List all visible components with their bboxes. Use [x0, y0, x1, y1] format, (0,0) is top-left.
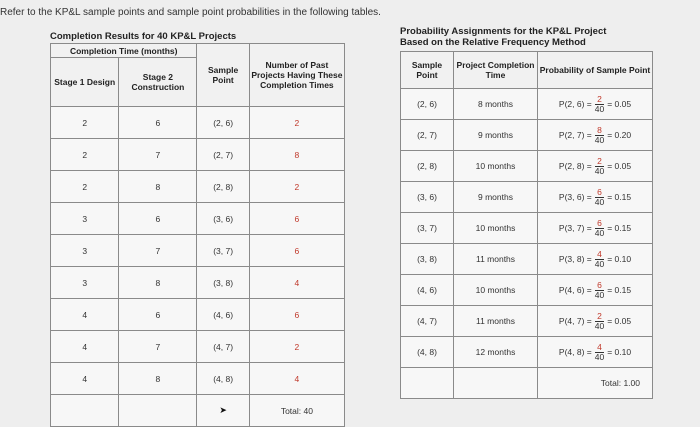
fraction — [595, 157, 604, 176]
table-row — [401, 89, 653, 120]
fraction-denominator: 40 — [594, 103, 605, 114]
stage1-cell: 2 — [51, 171, 119, 203]
fraction — [595, 188, 604, 207]
stage1-cell: 2 — [51, 107, 119, 139]
completion-time-cell: 11 months — [454, 306, 538, 337]
left-total: Total: 40 — [249, 395, 344, 427]
sample-point-cell: (4, 7) — [197, 331, 249, 363]
probability-cell — [538, 120, 653, 151]
sample-point-cell: (3, 7) — [401, 213, 454, 244]
completion-time-cell: 9 months — [454, 182, 538, 213]
stage2-cell: 7 — [119, 331, 197, 363]
sample-point-cell: (4, 6) — [401, 275, 454, 306]
stage2-cell: 6 — [119, 299, 197, 331]
completion-results-table — [50, 43, 345, 427]
completion-time-cell: 12 months — [454, 337, 538, 368]
past-projects-cell: 6 — [249, 299, 344, 331]
sample-point-cell: (3, 8) — [197, 267, 249, 299]
fraction — [595, 281, 604, 300]
probability-cell — [538, 337, 653, 368]
blank-cell — [51, 395, 119, 427]
table-row — [51, 235, 345, 267]
table-row — [401, 275, 653, 306]
probability-label: P(4, 8) = — [558, 346, 592, 357]
table-row — [51, 107, 345, 139]
sample-point-cell: (3, 8) — [401, 244, 454, 275]
right-caption-line1: Probability Assignments for the KP&L Project — [400, 26, 607, 37]
completion-time-cell: 11 months — [454, 244, 538, 275]
mouse-cursor-icon: ➤ — [219, 405, 227, 415]
probability-assignments-table — [400, 51, 653, 399]
completion-time-cell: 8 months — [454, 89, 538, 120]
intro-text: Refer to the KP&L sample points and sample point probabilities in the following tables. — [0, 7, 381, 18]
completion-time-cell: 10 months — [454, 275, 538, 306]
sample-point-cell: (2, 7) — [401, 120, 454, 151]
table-row — [401, 244, 653, 275]
probability-value: = 0.15 — [607, 191, 632, 202]
stage2-cell: 8 — [119, 267, 197, 299]
probability-value: = 0.15 — [607, 284, 632, 295]
fraction-denominator: 40 — [594, 134, 605, 145]
table-row — [51, 331, 345, 363]
probability-label: P(2, 8) = — [558, 160, 592, 171]
left-table-caption: Completion Results for 40 KP&L Projects — [50, 31, 237, 42]
probability-label: P(2, 7) = — [558, 129, 592, 140]
probability-label: P(3, 6) = — [558, 191, 592, 202]
header-sample-point: Sample Point — [401, 52, 454, 89]
sample-point-cell: (2, 6) — [401, 89, 454, 120]
table-row — [401, 182, 653, 213]
fraction-numerator: 8 — [597, 124, 602, 135]
header-completion-time: Project Completion Time — [454, 52, 538, 89]
completion-time-cell: 9 months — [454, 120, 538, 151]
fraction-numerator: 6 — [597, 279, 602, 290]
past-projects-cell: 6 — [249, 203, 344, 235]
fraction-numerator: 2 — [597, 310, 602, 321]
right-table-caption — [400, 26, 606, 48]
fraction-numerator: 4 — [597, 248, 602, 259]
sample-point-cell: (2, 8) — [401, 151, 454, 182]
header-stage2: Stage 2 Construction — [119, 58, 197, 107]
past-projects-cell: 2 — [249, 171, 344, 203]
sample-point-cell: (3, 6) — [401, 182, 454, 213]
past-projects-cell: 4 — [249, 267, 344, 299]
probability-value: = 0.15 — [607, 222, 632, 233]
fraction — [595, 250, 604, 269]
sample-point-cell: (2, 8) — [197, 171, 249, 203]
fraction — [595, 95, 604, 114]
probability-cell — [538, 213, 653, 244]
table-row — [51, 267, 345, 299]
completion-time-cell: 10 months — [454, 213, 538, 244]
stage2-cell: 6 — [119, 107, 197, 139]
table-row — [51, 171, 345, 203]
blank-cell — [454, 368, 538, 399]
probability-cell — [538, 275, 653, 306]
blank-cell — [401, 368, 454, 399]
probability-value: = 0.20 — [607, 129, 632, 140]
fraction-numerator: 6 — [597, 217, 602, 228]
header-stage1: Stage 1 Design — [51, 58, 119, 107]
stage2-cell: 7 — [119, 235, 197, 267]
sample-point-cell: (3, 6) — [197, 203, 249, 235]
probability-label: P(4, 6) = — [558, 284, 592, 295]
past-projects-cell: 6 — [249, 235, 344, 267]
stage2-cell: 8 — [119, 363, 197, 395]
fraction — [595, 343, 604, 362]
blank-cell — [119, 395, 197, 427]
fraction-numerator: 2 — [597, 155, 602, 166]
stage1-cell: 4 — [51, 331, 119, 363]
fraction-denominator: 40 — [594, 351, 605, 362]
right-total: Total: 1.00 — [538, 368, 653, 399]
fraction-numerator: 6 — [597, 186, 602, 197]
fraction — [595, 219, 604, 238]
sample-point-cell: (2, 6) — [197, 107, 249, 139]
table-row — [401, 120, 653, 151]
sample-point-cell: (3, 7) — [197, 235, 249, 267]
stage1-cell: 4 — [51, 363, 119, 395]
fraction-numerator: 4 — [597, 341, 602, 352]
completion-time-header: Completion Time (months) — [51, 44, 197, 58]
stage1-cell: 4 — [51, 299, 119, 331]
table-row — [51, 203, 345, 235]
fraction — [595, 126, 604, 145]
stage2-cell: 8 — [119, 171, 197, 203]
stage1-cell: 3 — [51, 235, 119, 267]
header-sample-point: Sample Point — [197, 44, 249, 107]
sample-point-cell: (2, 7) — [197, 139, 249, 171]
stage2-cell: 6 — [119, 203, 197, 235]
table-row — [401, 213, 653, 244]
probability-label: P(4, 7) = — [558, 315, 592, 326]
cursor-cell — [197, 395, 249, 427]
fraction-denominator: 40 — [594, 320, 605, 331]
probability-cell — [538, 151, 653, 182]
stage1-cell: 3 — [51, 267, 119, 299]
past-projects-cell: 4 — [249, 363, 344, 395]
fraction-denominator: 40 — [594, 227, 605, 238]
table-row — [401, 306, 653, 337]
table-row — [51, 299, 345, 331]
table-row — [401, 151, 653, 182]
fraction-denominator: 40 — [594, 289, 605, 300]
probability-label: P(2, 6) = — [558, 98, 592, 109]
probability-value: = 0.05 — [607, 98, 632, 109]
probability-value: = 0.05 — [607, 315, 632, 326]
sample-point-cell: (4, 8) — [197, 363, 249, 395]
fraction — [595, 312, 604, 331]
probability-cell — [538, 244, 653, 275]
sample-point-cell: (4, 6) — [197, 299, 249, 331]
completion-time-cell: 10 months — [454, 151, 538, 182]
probability-value: = 0.10 — [607, 253, 632, 264]
past-projects-cell: 2 — [249, 107, 344, 139]
probability-cell — [538, 306, 653, 337]
sample-point-cell: (4, 7) — [401, 306, 454, 337]
header-probability: Probability of Sample Point — [538, 52, 653, 89]
sample-point-cell: (4, 8) — [401, 337, 454, 368]
fraction-numerator: 2 — [597, 93, 602, 104]
stage1-cell: 2 — [51, 139, 119, 171]
header-past-projects: Number of Past Projects Having These Completion Times — [249, 44, 344, 107]
probability-value: = 0.05 — [607, 160, 632, 171]
right-caption-line2: Based on the Relative Frequency Method — [400, 37, 586, 48]
probability-cell — [538, 89, 653, 120]
probability-label: P(3, 8) = — [558, 253, 592, 264]
probability-value: = 0.10 — [607, 346, 632, 357]
fraction-denominator: 40 — [594, 196, 605, 207]
past-projects-cell: 8 — [249, 139, 344, 171]
stage1-cell: 3 — [51, 203, 119, 235]
fraction-denominator: 40 — [594, 165, 605, 176]
table-row — [51, 363, 345, 395]
probability-label: P(3, 7) = — [558, 222, 592, 233]
stage2-cell: 7 — [119, 139, 197, 171]
fraction-denominator: 40 — [594, 258, 605, 269]
probability-cell — [538, 182, 653, 213]
past-projects-cell: 2 — [249, 331, 344, 363]
table-row — [51, 139, 345, 171]
table-row — [401, 337, 653, 368]
